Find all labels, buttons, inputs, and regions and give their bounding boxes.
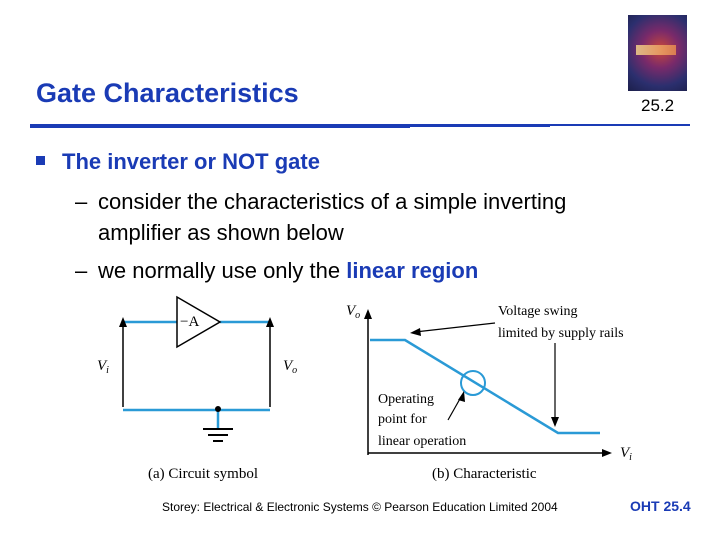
annot-op-line3: linear operation: [378, 434, 467, 449]
ground-node: [215, 406, 221, 412]
annot-op-line2: point for: [378, 412, 427, 427]
sub-item-text: consider the characteristics of a simple inverting amplifier as shown below: [98, 189, 567, 245]
caption-b: (b) Characteristic: [432, 466, 537, 482]
circuit-symbol: [123, 322, 270, 429]
axis-x-label: $V_i$: [620, 445, 632, 463]
sub-item-text: we normally use only the linear region: [98, 258, 479, 283]
caption-a: (a) Circuit symbol: [148, 466, 258, 482]
annot-swing-line1: Voltage swing: [498, 304, 578, 319]
title-rule-end: [550, 124, 690, 126]
axis-y-label: $V_o$: [346, 303, 361, 321]
vi-label: $V_i$: [97, 358, 109, 376]
slide-number: 25.2: [641, 96, 675, 115]
annot-swing-line2: limited by supply rails: [498, 326, 624, 341]
gain-label: −A: [180, 314, 200, 330]
dash-marker: –: [75, 189, 88, 214]
operating-point-arrow: [448, 391, 465, 420]
slide-title: Gate Characteristics: [36, 78, 299, 108]
oht-number: OHT 25.4: [630, 498, 691, 514]
square-bullet-icon: [36, 156, 45, 165]
sub-item: [75, 255, 635, 286]
annot-op-line1: Operating: [378, 392, 434, 407]
bullet-heading: The inverter or NOT gate: [62, 149, 320, 174]
inverter-figure: [80, 295, 660, 495]
vo-label: $V_o$: [283, 358, 298, 376]
sub-item: [75, 186, 635, 248]
title-rule-mid: [410, 124, 550, 127]
book-cover-image: [628, 15, 687, 91]
linear-region-highlight: linear region: [346, 258, 479, 283]
footer-credit: Storey: Electrical & Electronic Systems © Pearson Education Limited 2004: [162, 500, 558, 514]
operating-point-circle: [461, 371, 485, 395]
title-rule: [30, 124, 410, 128]
dash-marker: –: [75, 258, 88, 283]
